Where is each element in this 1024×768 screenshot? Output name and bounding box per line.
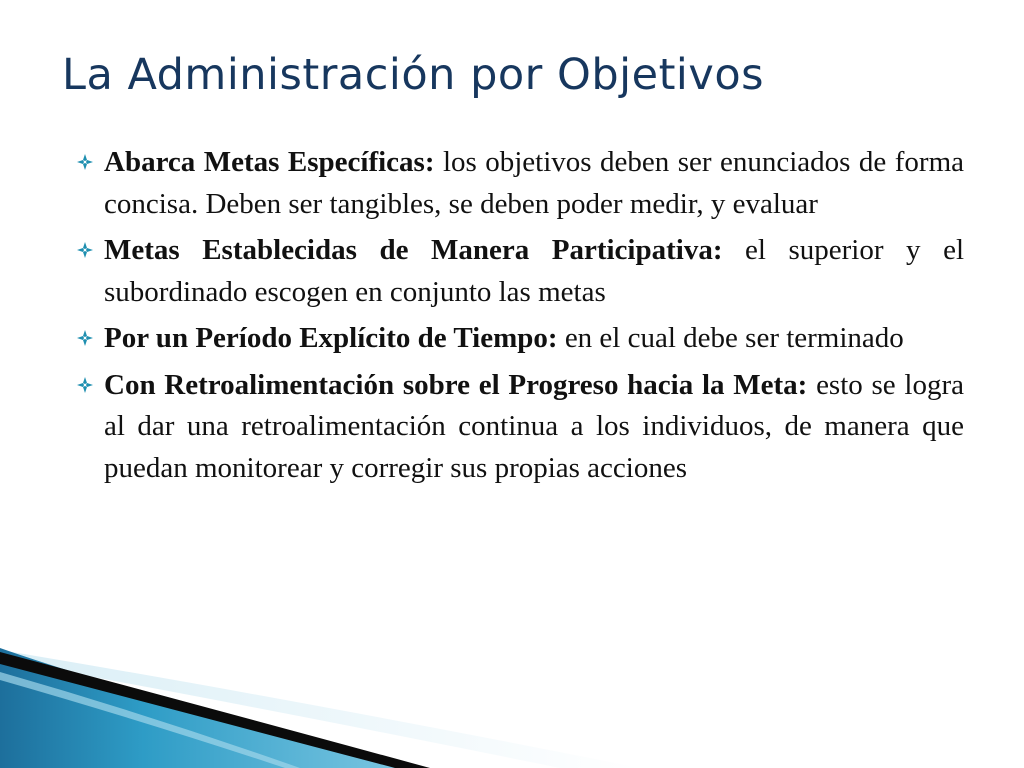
wave-light xyxy=(0,650,640,768)
wave-blue xyxy=(0,648,410,768)
bullet-term: Abarca Metas Específicas: xyxy=(104,146,435,178)
diamond-bullet-icon xyxy=(76,153,94,171)
diamond-bullet-icon xyxy=(76,241,94,259)
wave-dark xyxy=(0,652,430,768)
bullet-body: en el cual debe ser terminado xyxy=(557,322,904,354)
bullet-text xyxy=(104,365,964,490)
list-item xyxy=(76,365,964,490)
bullet-term: Con Retroalimentación sobre el Progreso hacia la Meta: xyxy=(104,368,808,401)
list-item xyxy=(76,318,964,360)
page-title: La Administración por Objetivos xyxy=(62,50,765,100)
bullet-body: el superior y el subordinado escogen en conjunto las metas xyxy=(104,234,965,308)
bullet-term: Metas Establecidas de Manera Participativa: xyxy=(104,234,723,266)
bullet-term: Por un Período Explícito de Tiempo: xyxy=(104,322,558,354)
bullet-text xyxy=(104,318,964,360)
bullet-body: esto se logra al dar una retroalimentación continua a los individuos, de manera que puedan monitorear y corregir sus propias acciones xyxy=(104,368,964,484)
wave-highlight xyxy=(0,672,300,768)
diamond-bullet-icon xyxy=(76,329,94,347)
list-item xyxy=(76,230,964,313)
bullet-body: los objetivos deben ser enunciados de forma concisa. Deben ser tangibles, se deben poder medir, y evaluar xyxy=(104,146,964,220)
list-item xyxy=(76,142,964,225)
bullet-text xyxy=(104,142,964,225)
bullet-text xyxy=(104,230,964,313)
diamond-bullet-icon xyxy=(76,376,94,394)
bullet-list xyxy=(76,142,964,494)
